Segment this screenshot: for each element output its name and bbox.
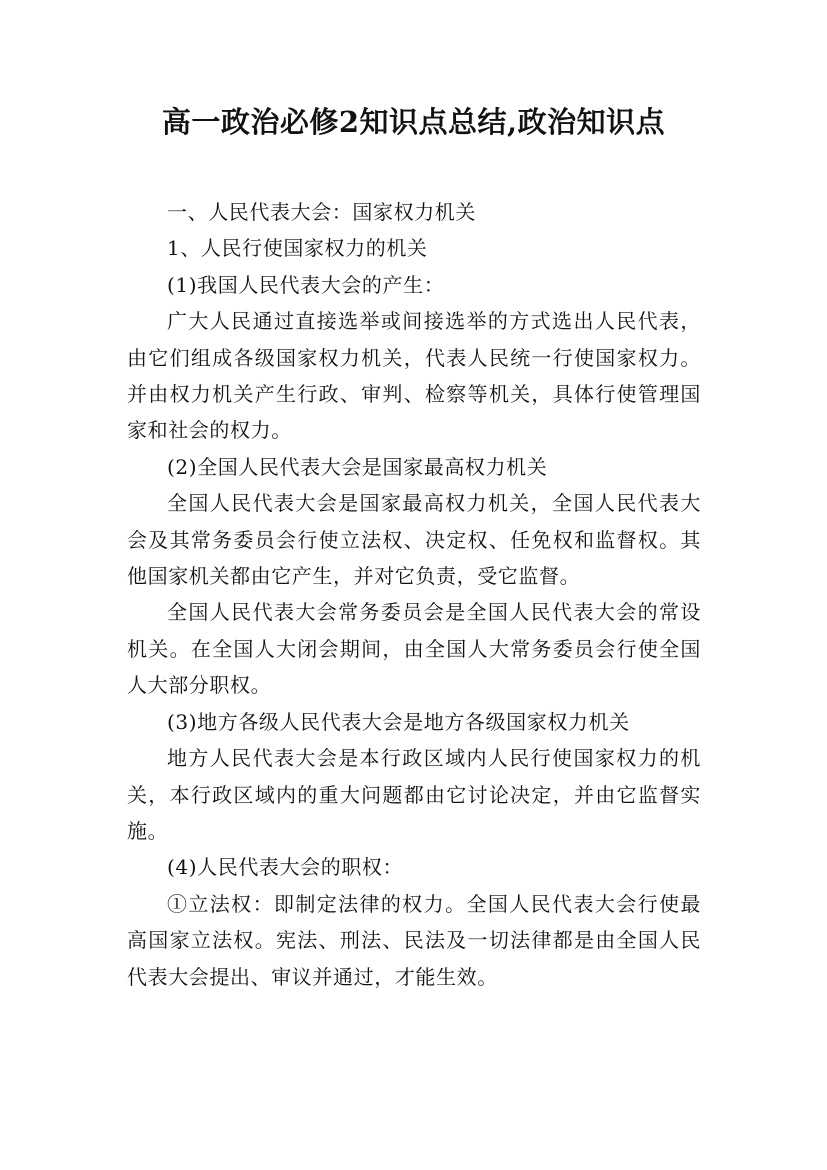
paragraph-local-congress: 地方人民代表大会是本行政区域内人民行使国家权力的机关，本行政区域内的重大问题都由它讨论决定，并由它监督实施。 (127, 746, 701, 843)
document-body (127, 194, 701, 995)
document-title: 高一政治必修2知识点总结,政治知识点 (161, 105, 666, 139)
section-heading-people-congress: 一、人民代表大会：国家权力机关 (167, 200, 476, 224)
paragraph-npc-powers: 全国人民代表大会是国家最高权力机关，全国人民代表大会及其常务委员会行使立法权、决定权、任免权和监督权。其他国家机关都由它产生，并对它负责，受它监督。 (127, 491, 701, 589)
point-heading-2: (2)全国人民代表大会是国家最高权力机关 (167, 454, 548, 479)
point-heading-1: (1)我国人民代表大会的产生： (167, 272, 445, 297)
point-heading-4: (4)人民代表大会的职权： (167, 855, 404, 880)
paragraph-generation: 广大人民通过直接选举或间接选举的方式选出人民代表，由它们组成各级国家权力机关，代表人民统一行使国家权力。并由权力机关产生行政、审判、检察等机关，具体行使管理国家和社会的权力。 (127, 309, 701, 443)
subsection-heading-1: 1、人民行使国家权力的机关 (167, 236, 428, 261)
paragraph-legislative-power: ①立法权：即制定法律的权力。全国人民代表大会行使最高国家立法权。宪法、刑法、民法及一切法律都是由全国人民代表大会提出、审议并通过，才能生效。 (127, 891, 701, 989)
point-heading-3: (3)地方各级人民代表大会是地方各级国家权力机关 (167, 709, 630, 734)
paragraph-standing-committee: 全国人民代表大会常务委员会是全国人民代表大会的常设机关。在全国人大闭会期间，由全国人大常务委员会行使全国人大部分职权。 (127, 600, 701, 698)
